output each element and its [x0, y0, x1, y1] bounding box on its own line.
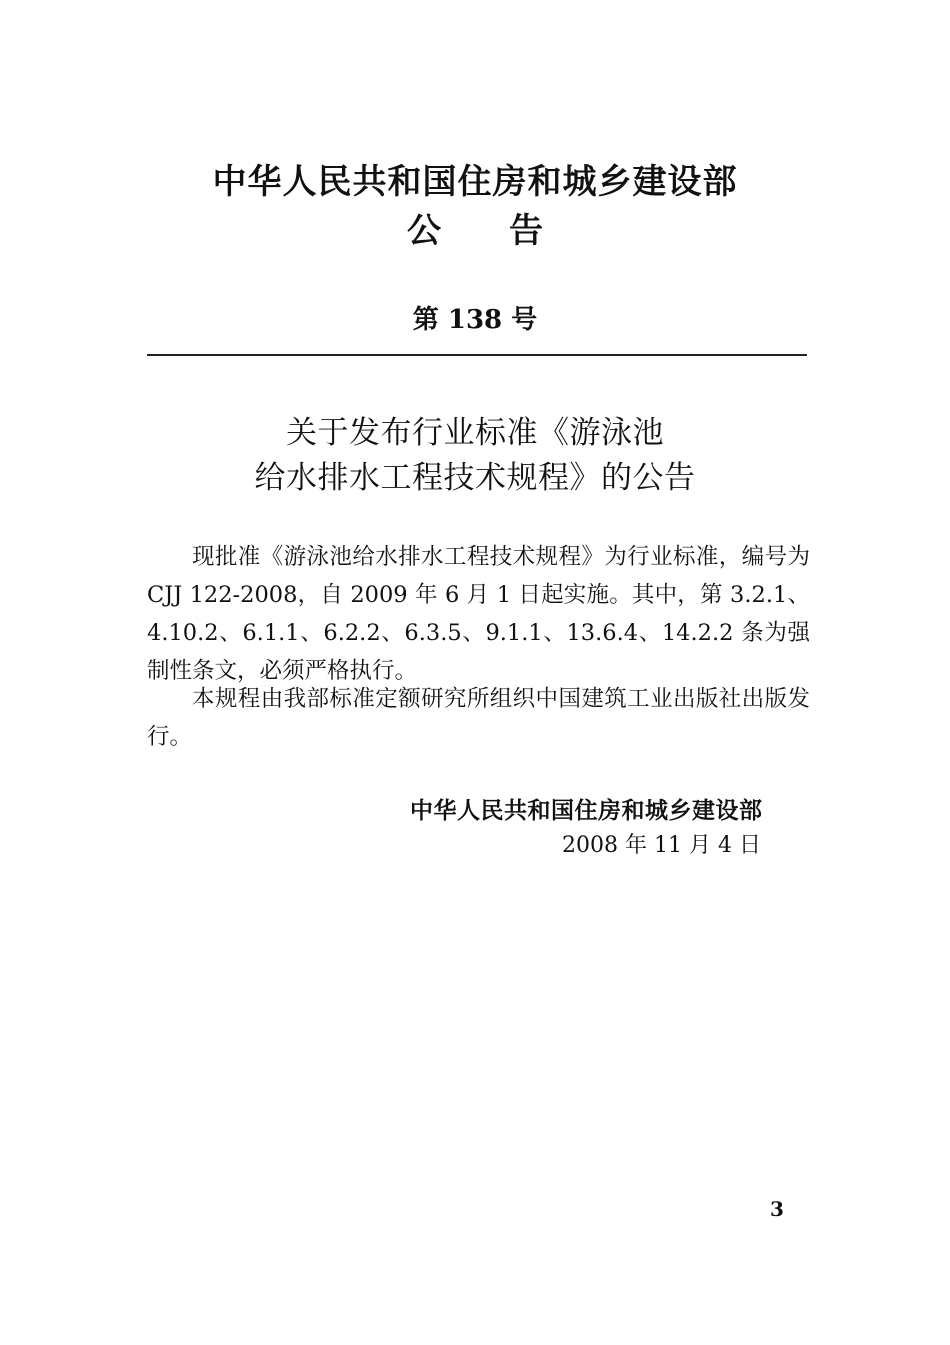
- body-paragraph-2: 本规程由我部标准定额研究所组织中国建筑工业出版社出版发行。: [147, 686, 810, 750]
- announcement-heading: [0, 207, 950, 255]
- announcement-number: 第 138 号: [412, 305, 538, 335]
- signature-organization: 中华人民共和国住房和城乡建设部: [410, 797, 763, 824]
- signature-date: 2008 年 11 月 4 日: [562, 833, 761, 858]
- subject-line-1: 关于发布行业标准《游泳池: [286, 415, 664, 451]
- ministry-title: 中华人民共和国住房和城乡建设部: [212, 162, 738, 202]
- announcement-heading-right: 告: [509, 211, 543, 251]
- body-paragraph-1-block: [147, 538, 810, 690]
- subject-line-2: 给水排水工程技术规程》的公告: [254, 460, 696, 496]
- body-paragraph-2-block: [147, 680, 810, 756]
- body-paragraph-1: 现批准《游泳池给水排水工程技术规程》为行业标准，编号为 CJJ 122-2008，自 2009 年 6 月 1 日起实施。其中，第 3.2.1、4.10.2、6.1.1、6.2.2、6.3.5、9.1.1、13.6.4、14.2.2 条为强制性条文，必须严格执行。: [147, 544, 810, 684]
- page-number: 3: [770, 1197, 784, 1221]
- announcement-heading-left: 公: [407, 211, 441, 251]
- header-divider: [147, 354, 807, 356]
